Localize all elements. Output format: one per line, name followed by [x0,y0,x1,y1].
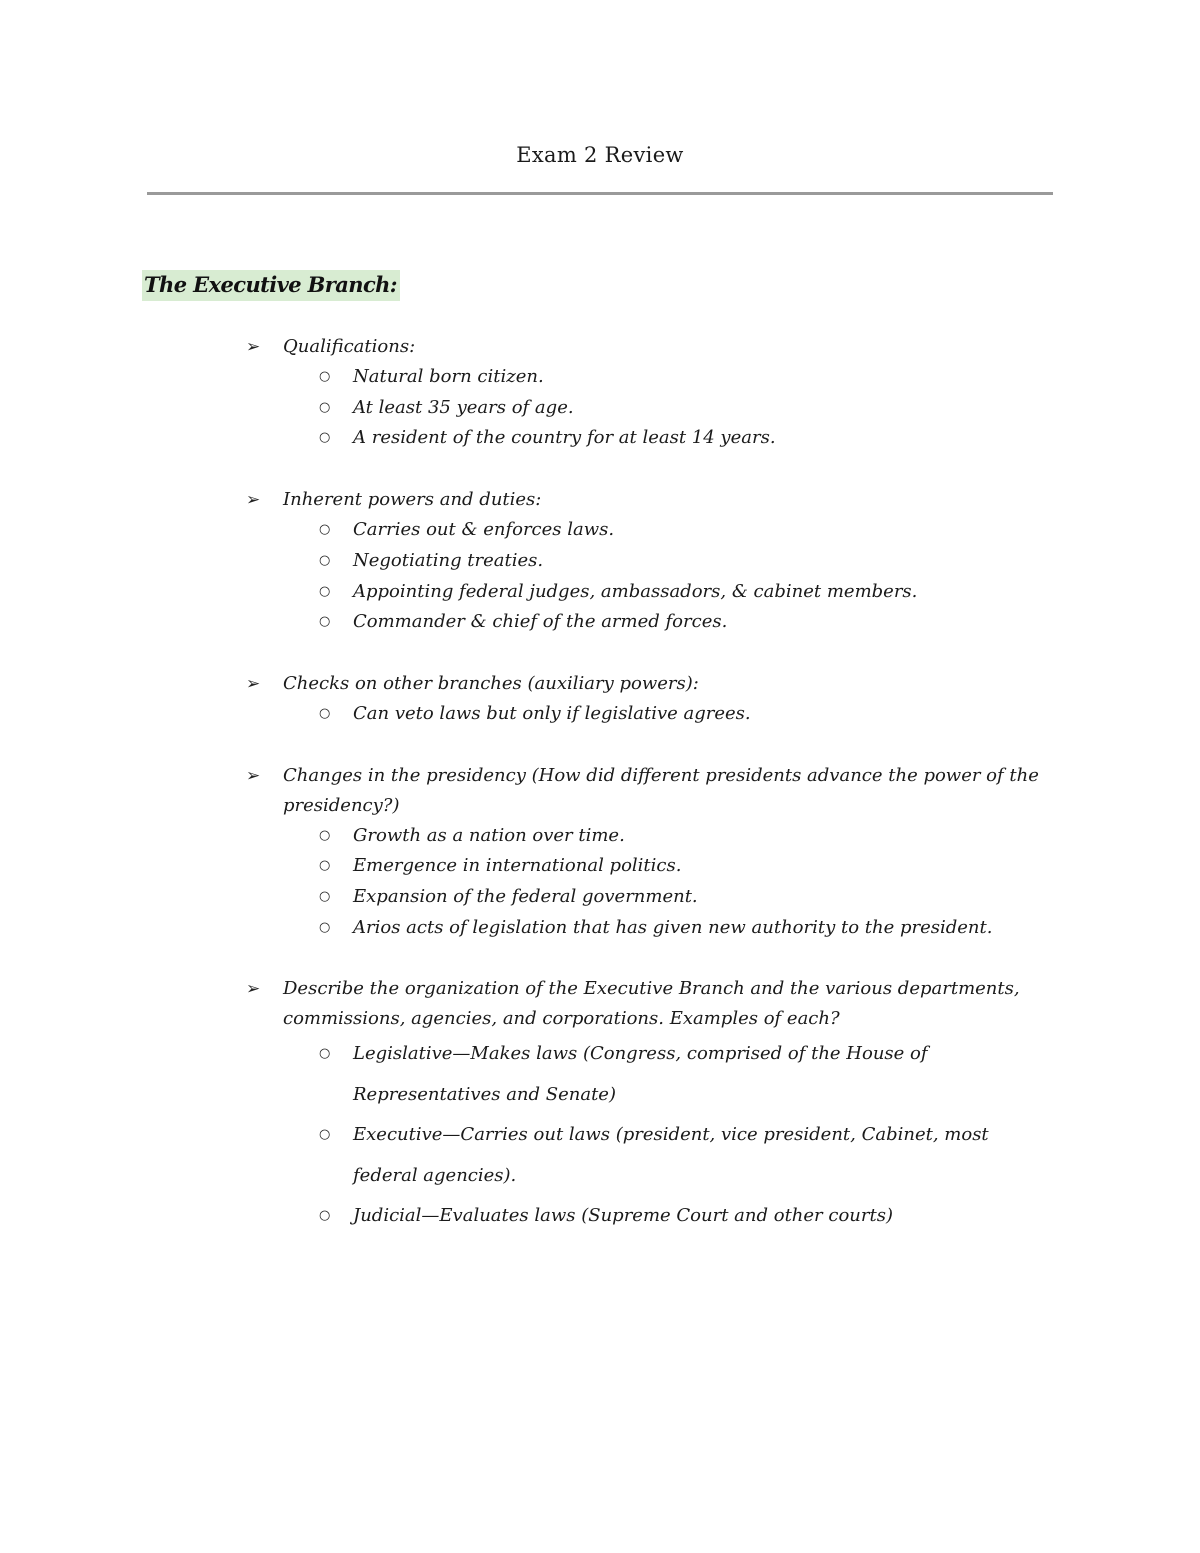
sub-list [283,362,1043,454]
circle-bullet-icon: ○ [319,552,331,568]
circle-bullet-icon: ○ [319,1046,331,1062]
topic-block [0,485,1043,638]
list-item [283,393,1043,424]
sub-list [283,821,1043,944]
list-item [283,1115,1043,1196]
sub-list [283,1034,1043,1237]
list-item [283,607,1043,638]
topic-heading [246,761,1043,821]
topic-heading-text: Changes in the presidency (How did different presidents advance the power of the presidency?) [283,764,1039,816]
circle-bullet-icon: ○ [319,614,331,630]
arrow-bullet-icon: ➢ [246,490,261,511]
list-item-text: Growth as a nation over time. [353,824,625,846]
circle-bullet-icon: ○ [319,430,331,446]
list-item [283,913,1043,944]
list-item-text: Judicial—Evaluates laws (Supreme Court and other courts) [353,1205,893,1227]
list-item-text: Expansion of the federal government. [353,886,698,908]
list-item-text: Arios acts of legislation that has given new authority to the president. [353,916,993,938]
circle-bullet-icon: ○ [319,889,331,905]
topic-heading [246,332,1043,362]
circle-bullet-icon: ○ [319,369,331,384]
circle-bullet-icon: ○ [319,827,331,843]
topic-heading-text: Checks on other branches (auxiliary powers): [283,672,699,694]
list-item [283,362,1043,393]
circle-bullet-icon: ○ [319,858,331,874]
topic-heading-text: Inherent powers and duties: [283,489,542,511]
list-item-text: Negotiating treaties. [353,549,544,571]
topic-block [0,332,1043,454]
section-heading: The Executive Branch: [142,270,400,301]
circle-bullet-icon: ○ [319,1127,331,1143]
list-item [283,577,1043,608]
topic-heading-text: Describe the organization of the Executive Branch and the various departments, commissions, agencies, and corporations. Examples of each? [283,978,1020,1030]
list-item-text: Carries out & enforces laws. [353,519,615,541]
topic-heading [246,974,1043,1034]
arrow-bullet-icon: ➢ [246,979,261,1000]
title-rule [147,192,1053,195]
list-item-text: Legislative—Makes laws (Congress, comprised of the House of Representatives and Senate) [353,1043,928,1105]
list-item-text: Can veto laws but only if legislative agrees. [353,702,751,724]
list-item-text: Commander & chief of the armed forces. [353,611,728,633]
circle-bullet-icon: ○ [319,919,331,935]
list-item-text: A resident of the country for at least 14 years. [353,427,776,449]
topic-list [0,332,1200,1268]
topic-heading-text: Qualifications: [283,336,416,357]
circle-bullet-icon: ○ [319,399,331,415]
list-item [283,1196,1043,1237]
list-item-text: Natural born citizen. [353,366,544,387]
topic-block [0,761,1043,944]
topic-block [0,974,1043,1237]
circle-bullet-icon: ○ [319,705,331,721]
circle-bullet-icon: ○ [319,583,331,599]
list-item [283,1034,1043,1115]
page-title: Exam 2 Review [516,143,684,167]
circle-bullet-icon: ○ [319,522,331,538]
list-item [283,699,1043,730]
arrow-bullet-icon: ➢ [246,765,261,786]
sub-list [283,699,1043,730]
list-item [283,423,1043,454]
arrow-bullet-icon: ➢ [246,673,261,694]
list-item [283,821,1043,852]
list-item [283,882,1043,913]
circle-bullet-icon: ○ [319,1208,331,1224]
list-item [283,546,1043,577]
list-item-text: Appointing federal judges, ambassadors, & cabinet members. [353,580,918,602]
topic-block [0,669,1043,730]
list-item-text: Executive—Carries out laws (president, vice president, Cabinet, most federal agencies). [353,1124,989,1186]
list-item-text: At least 35 years of age. [353,396,574,418]
topic-heading [246,485,1043,515]
topic-heading [246,669,1043,699]
list-item [283,515,1043,546]
arrow-bullet-icon: ➢ [246,337,261,357]
list-item [283,851,1043,882]
sub-list [283,515,1043,638]
list-item-text: Emergence in international politics. [353,855,682,877]
